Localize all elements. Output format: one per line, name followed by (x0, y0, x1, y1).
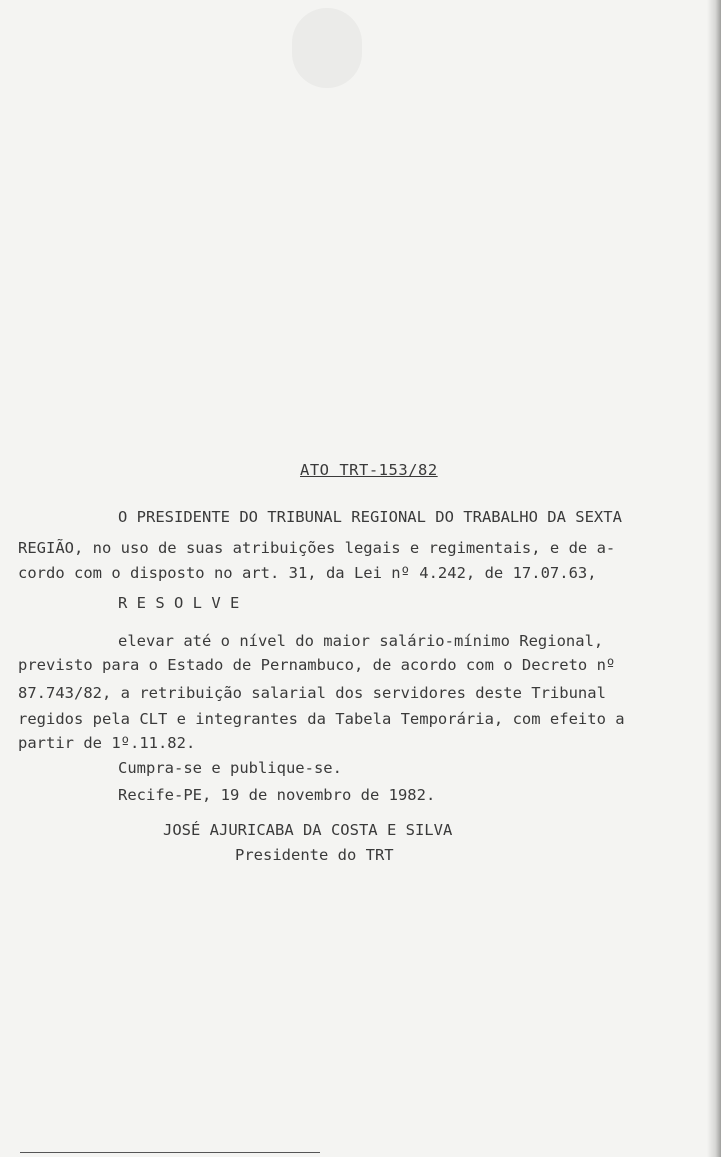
signatory-title: Presidente do TRT (235, 846, 394, 864)
body-line-3: 87.743/82, a retribuição salarial dos servidores deste Tribunal (18, 684, 606, 702)
body-line-2: previsto para o Estado de Pernambuco, de acordo com o Decreto nº (18, 656, 616, 674)
body-line-5: partir de 1º.11.82. (18, 734, 196, 752)
preamble-line-1: O PRESIDENTE DO TRIBUNAL REGIONAL DO TRABALHO DA SEXTA (118, 508, 622, 526)
preamble-line-3: cordo com o disposto no art. 31, da Lei nº 4.242, de 17.07.63, (18, 564, 597, 582)
page-edge-shadow (707, 0, 721, 1157)
resolve-heading: R E S O L V E (118, 594, 240, 612)
place-and-date: Recife-PE, 19 de novembro de 1982. (118, 786, 436, 804)
page-bottom-rule (20, 1152, 320, 1153)
closing-formula: Cumpra-se e publique-se. (118, 759, 342, 777)
body-line-1: elevar até o nível do maior salário-mínimo Regional, (118, 632, 604, 650)
preamble-line-2: REGIÃO, no uso de suas atribuições legais e regimentais, e de a- (18, 539, 616, 557)
body-line-4: regidos pela CLT e integrantes da Tabela Temporária, com efeito a (18, 710, 625, 728)
bleed-through-seal (292, 8, 362, 88)
signatory-name: JOSÉ AJURICABA DA COSTA E SILVA (163, 821, 453, 839)
act-title: ATO TRT-153/82 (300, 461, 438, 479)
